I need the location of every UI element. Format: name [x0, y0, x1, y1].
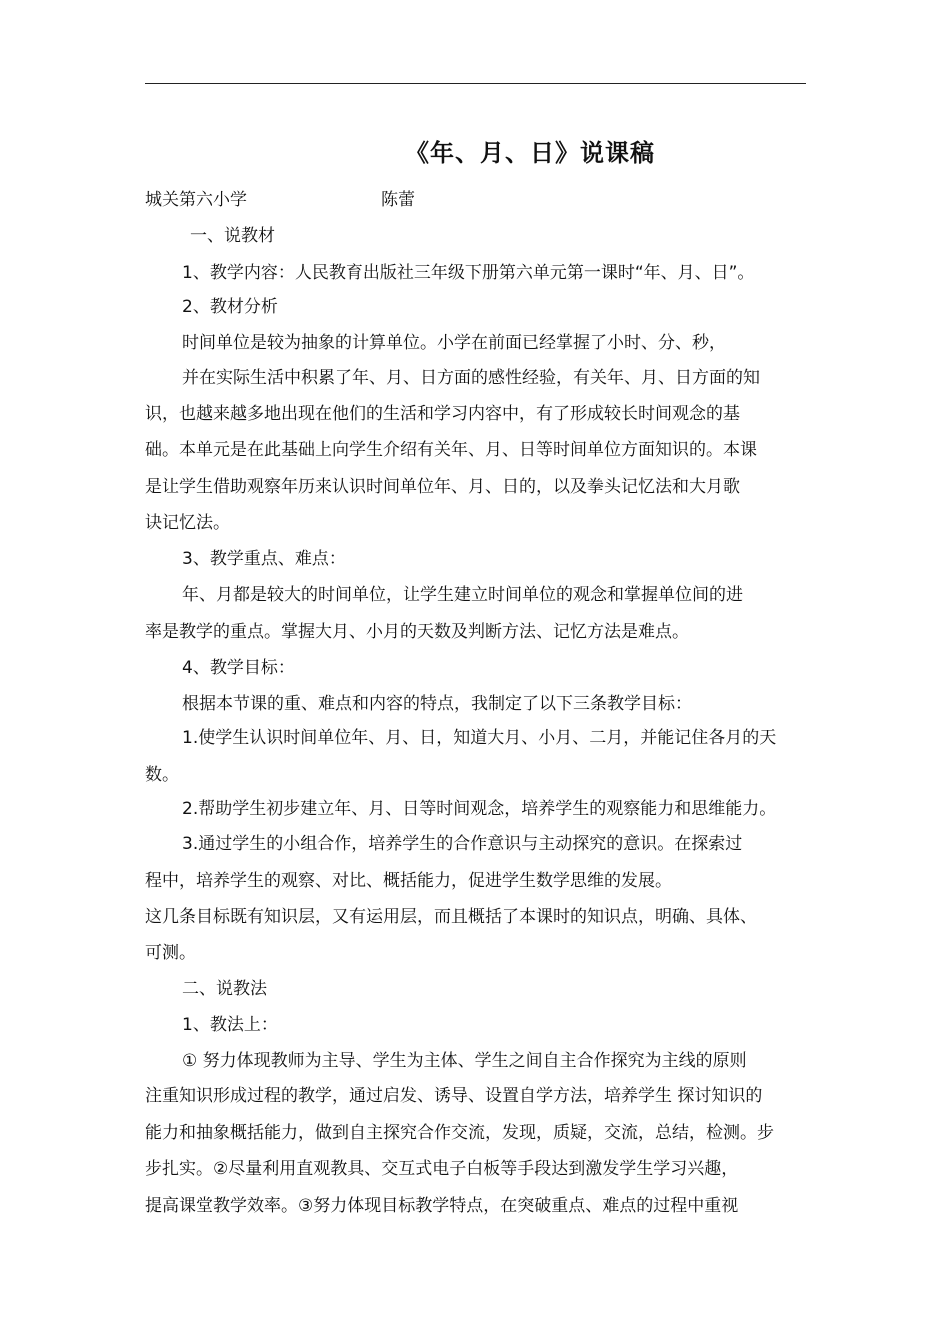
- subheading-line: 2、教材分析: [182, 297, 278, 317]
- author-name: 陈蕾: [381, 190, 415, 210]
- paragraph-line: 数。: [145, 765, 179, 785]
- paragraph-line: 2.帮助学生初步建立年、月、日等时间观念，培养学生的观察能力和思维能力。: [182, 799, 777, 819]
- paragraph-line: 年、月都是较大的时间单位，让学生建立时间单位的观念和掌握单位间的进: [182, 585, 743, 605]
- paragraph-line: 这几条目标既有知识层，又有运用层，而且概括了本课时的知识点，明确、具体、: [145, 907, 757, 927]
- paragraph-line: 时间单位是较为抽象的计算单位。小学在前面已经掌握了小时、分、秒，: [182, 333, 726, 353]
- page-title: 《年、月、日》说课稿: [405, 139, 655, 167]
- paragraph-line: 提高课堂教学效率。③努力体现目标教学特点，在突破重点、难点的过程中重视: [145, 1196, 739, 1216]
- paragraph-line: 础。本单元是在此基础上向学生介绍有关年、月、日等时间单位方面知识的。本课: [145, 440, 757, 460]
- header-rule: [145, 83, 806, 84]
- paragraph-line: 1、教学内容：人民教育出版社三年级下册第六单元第一课时“年、月、日”。: [182, 263, 755, 283]
- subheading-line: 3、教学重点、难点：: [182, 549, 346, 569]
- paragraph-line: 注重知识形成过程的教学，通过启发、诱导、设置自学方法，培养学生 探讨知识的: [145, 1086, 763, 1106]
- section-heading-method: 二、说教法: [182, 979, 267, 999]
- section-heading-textbook: 一、说教材: [190, 226, 275, 246]
- subheading-line: 4、教学目标：: [182, 658, 295, 678]
- subheading-line: 1、教法上：: [182, 1015, 278, 1035]
- paragraph-line: 根据本节课的重、难点和内容的特点，我制定了以下三条教学目标：: [182, 694, 692, 714]
- paragraph-line: ① 努力体现教师为主导、学生为主体、学生之间自主合作探究为主线的原则: [182, 1051, 747, 1071]
- paragraph-line: 诀记忆法。: [145, 513, 230, 533]
- author-school: 城关第六小学: [145, 190, 247, 210]
- paragraph-line: 并在实际生活中积累了年、月、日方面的感性经验，有关年、月、日方面的知: [182, 368, 760, 388]
- paragraph-line: 程中，培养学生的观察、对比、概括能力，促进学生数学思维的发展。: [145, 871, 672, 891]
- paragraph-line: 3.通过学生的小组合作，培养学生的合作意识与主动探究的意识。在探索过: [182, 834, 743, 854]
- paragraph-line: 是让学生借助观察年历来认识时间单位年、月、日的，以及拳头记忆法和大月歌: [145, 477, 740, 497]
- paragraph-line: 能力和抽象概括能力，做到自主探究合作交流，发现，质疑，交流，总结，检测。步: [145, 1123, 774, 1143]
- paragraph-line: 1.使学生认识时间单位年、月、日，知道大月、小月、二月，并能记住各月的天: [182, 728, 777, 748]
- paragraph-line: 率是教学的重点。掌握大月、小月的天数及判断方法、记忆方法是难点。: [145, 622, 689, 642]
- paragraph-line: 步扎实。②尽量利用直观教具、交互式电子白板等手段达到激发学生学习兴趣，: [145, 1159, 739, 1179]
- paragraph-line: 可测。: [145, 943, 196, 963]
- paragraph-line: 识，也越来越多地出现在他们的生活和学习内容中，有了形成较长时间观念的基: [145, 404, 740, 424]
